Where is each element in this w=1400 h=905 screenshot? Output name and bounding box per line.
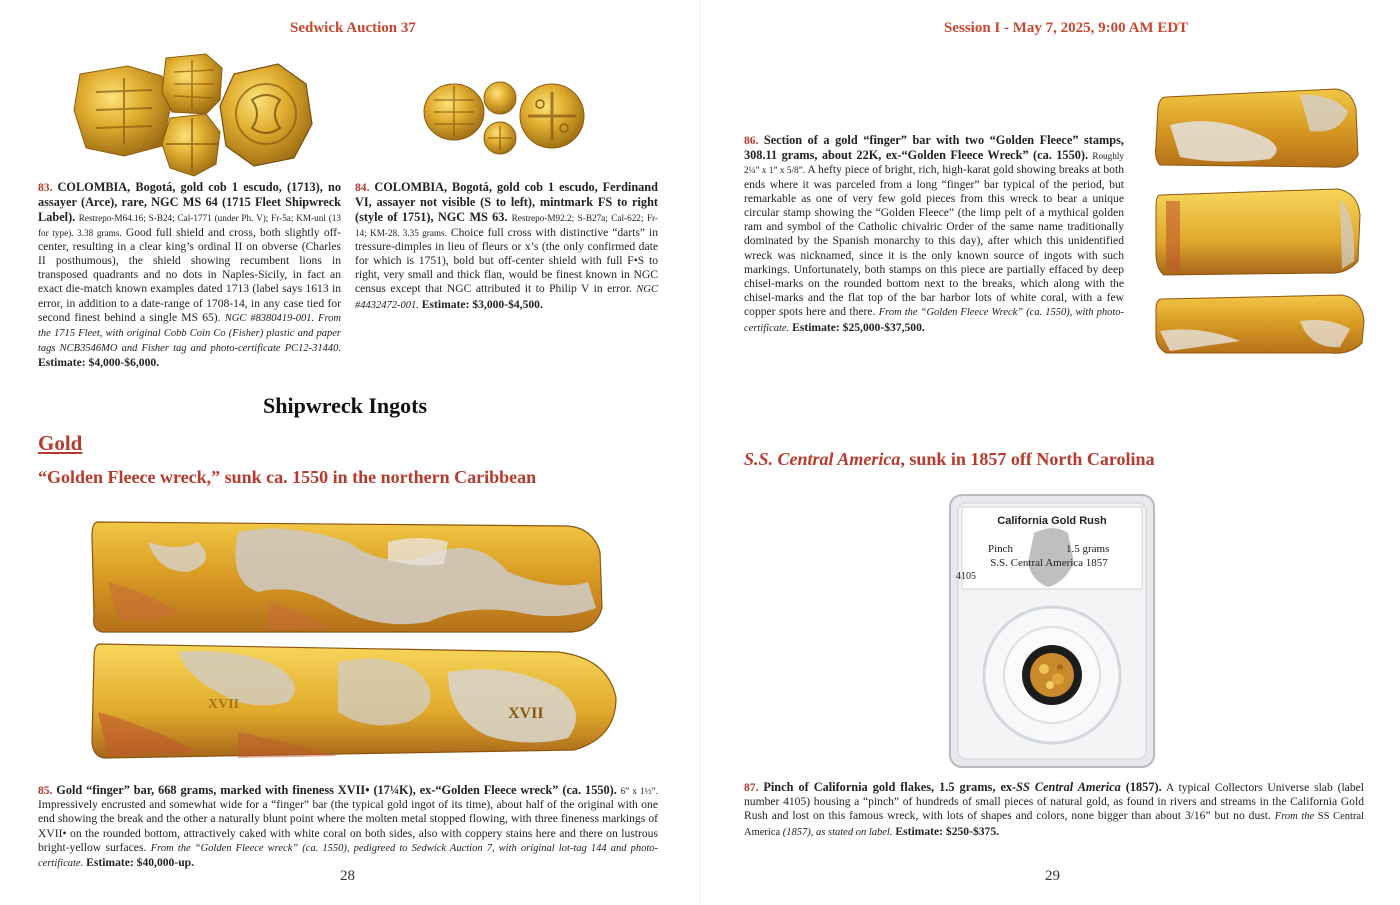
lot87-provenance-a: From the [1274, 811, 1318, 823]
lot83-headline: COLOMBIA, Bogotá, gold cob 1 escudo, (1713), no assayer (Arce), rare, NGC MS 64 (1715 Fleet Shipwreck Label). [38, 180, 341, 225]
lot83-body: Good full shield and cross, both slightly off-center, resulting in a clear king’s ordinal II on obverse (Charles II posthumous), the shield showing recumbent lions in transposed quadrants and no dots in Naples-Sicily, in fact an exact die-match known examples dated 1713 (label says 1613 in error, in addition to a date-range of 1708-14, in any case tied for second finest behind a single MS 65). [38, 225, 341, 324]
lot83-estimate: Estimate: $4,000-$6,000. [38, 356, 160, 370]
lot87-headline [763, 780, 1161, 794]
lot84-headline: COLOMBIA, Bogotá, gold cob 1 escudo, Ferdinand VI, assayer not visible (S to left), mintmark FS to right (style of 1751), NGC MS 63. [355, 180, 658, 225]
slab-label-item: Pinch [988, 543, 1014, 555]
lot86-body: A hefty piece of bright, rich, high-karat gold showing breaks at both ends where it was parceled from a long “finger” bar typical of the period, but remarkable as one of very few gold pieces from this wreck to bear a unique circular stamp showing the “Golden Fleece” (the limp pelt of a mythical golden ram and symbol of the Catholic chivalric Order of the same name traditionally dominated by the Spanish monarchy to this day), after which this unidentified wreck was nicknamed, since it is the only known source of ingots with such markings. Unfortunately, both stamps on this piece are partially effaced by deep chisel-marks on the rounded bottom next to the breaks, which along with the chisel-marks and the flat top of the bar harbor lots of white coral, with a few copper spots here and there. [744, 163, 1124, 319]
svg-text:XVII: XVII [208, 697, 240, 712]
lot87-estimate: Estimate: $250-$375. [895, 824, 1000, 838]
lot86-bar-views-image [1150, 85, 1370, 360]
lot87-body: A typical Collectors Universe slab (label number 4105) housing a “pinch” of hundreds of small pieces of natural gold, as found in rivers and streams in the California Gold Rush and lost on this famous wreck, with lots of shapes and colors, none bigger than about 3/16” but no dust. [744, 781, 1364, 823]
lot84-provenance: NGC #4432472-001. [355, 284, 659, 311]
lot87-number: 87. [744, 781, 759, 794]
lot83-number: 83. [38, 181, 53, 194]
slab-label-source: S.S. Central America 1857 [990, 557, 1108, 569]
lot86-dimensions: Roughly 2¼” x 1” x 5/8”. [744, 151, 1124, 176]
lot87-slab-image [948, 493, 1156, 769]
lot85-body: Impressively encrusted and somewhat wide for a “finger” bar (the typical gold ingot of its time), about half of the original with one end showing the break and the other a naturally blunt point where the molten metal stopped flowing, with three fineness markings of XVII• on the rounded bottom, attractively caked with white coral on both sides, also with coppery stains here and there on lustrous bright-yellow surfaces. [38, 798, 658, 854]
central-america-heading [744, 449, 1155, 470]
lot86-number: 86. [744, 134, 759, 147]
subsection-gold: Gold [38, 431, 83, 455]
lot85-estimate: Estimate: $40,000-up. [86, 856, 194, 870]
lot83-coins-image [66, 48, 316, 178]
slab-label-number: 4105 [956, 571, 976, 582]
lot84-description [355, 180, 658, 313]
lot84-body: Choice full cross with distinctive “darts” in tressure-dimples in lieu of fleurs or x’s (the only confirmed date for which is 1751), bold but off-center shield with full F•S to right, very small and thick flan, would be finest known in NGC census except that NGC attributed it to Philip V in error. [355, 225, 658, 296]
lot85-provenance: From the “Golden Fleece wreck” (ca. 1550), pedigreed to Sedwick Auction 7, with original lot-tag 144 and photo-certificate. [38, 842, 659, 870]
lot85-dimensions: 6” x 1½”. [620, 786, 658, 796]
lot87-headline-ship: SS Central America [1016, 780, 1121, 794]
lot86-estimate: Estimate: $25,000-$37,500. [792, 320, 925, 334]
lot87-headline-a: Pinch of California gold flakes, 1.5 grams, ex- [763, 780, 1017, 794]
section-title: Shipwreck Ingots [263, 393, 428, 418]
lot83-refs: Restrepo-M64.16; S-B24; Cal-1771 (under Ph. V); Fr-5a; KM-unl (13 for type). 3.38 grams. [38, 213, 341, 238]
lot85-number: 85. [38, 784, 53, 797]
central-america-heading-ship: S.S. Central America [744, 449, 901, 469]
lot85-finger-bar-image [88, 512, 628, 774]
lot86-provenance: From the “Golden Fleece Wreck” (ca. 1550), with photo-certificate. [744, 307, 1124, 334]
slab-label-title: California Gold Rush [997, 515, 1107, 527]
lot83-description [38, 180, 341, 371]
lot84-number: 84. [355, 181, 370, 194]
lot85-description [38, 783, 658, 871]
golden-fleece-heading: “Golden Fleece wreck,” sunk ca. 1550 in the northern Caribbean [38, 467, 537, 487]
lot84-estimate: Estimate: $3,000-$4,500. [421, 297, 543, 311]
running-head-left: Sedwick Auction 37 [290, 20, 416, 36]
lot83-provenance: NGC #8380419-001. From the 1715 Fleet, with original Cobb Coin Co (Fisher) plastic and paper tags NCB3546MO and Fisher tag and photo-certificate PC12-31440. [38, 312, 341, 355]
lot85-headline: Gold “finger” bar, 668 grams, marked with fineness XVII• (17¼K), ex-“Golden Fleece wreck” (ca. 1550). [56, 783, 617, 797]
slab-label-weight: 1.5 grams [1066, 543, 1110, 555]
slab-holder-graphic [948, 493, 1156, 769]
right-page [700, 0, 1400, 905]
central-america-heading-rest: , sunk in 1857 off North Carolina [900, 449, 1155, 469]
page-number-left: 28 [340, 868, 355, 884]
lot87-provenance-b: (1857), as stated on label. [780, 826, 893, 838]
lot84-refs: Restrepo-M92.2; S-B27a; Cal-622; Fr-14; KM-28. 3.35 grams. [355, 213, 658, 238]
lot86-headline: Section of a gold “finger” bar with two “Golden Fleece” stamps, 308.11 grams, about 22K, ex-“Golden Fleece Wreck” (ca. 1550). [744, 133, 1124, 163]
lot87-headline-b: (1857). [1120, 780, 1162, 794]
svg-text:XVII: XVII [508, 705, 544, 722]
lot84-coins-image [420, 76, 590, 166]
running-head-right: Session I - May 7, 2025, 9:00 AM EDT [944, 20, 1189, 36]
lot87-description [744, 780, 1364, 840]
lot87-provenance-ship: SS Central America [744, 811, 1364, 838]
lot86-description [744, 133, 1124, 336]
page-number-right: 29 [1045, 868, 1060, 884]
